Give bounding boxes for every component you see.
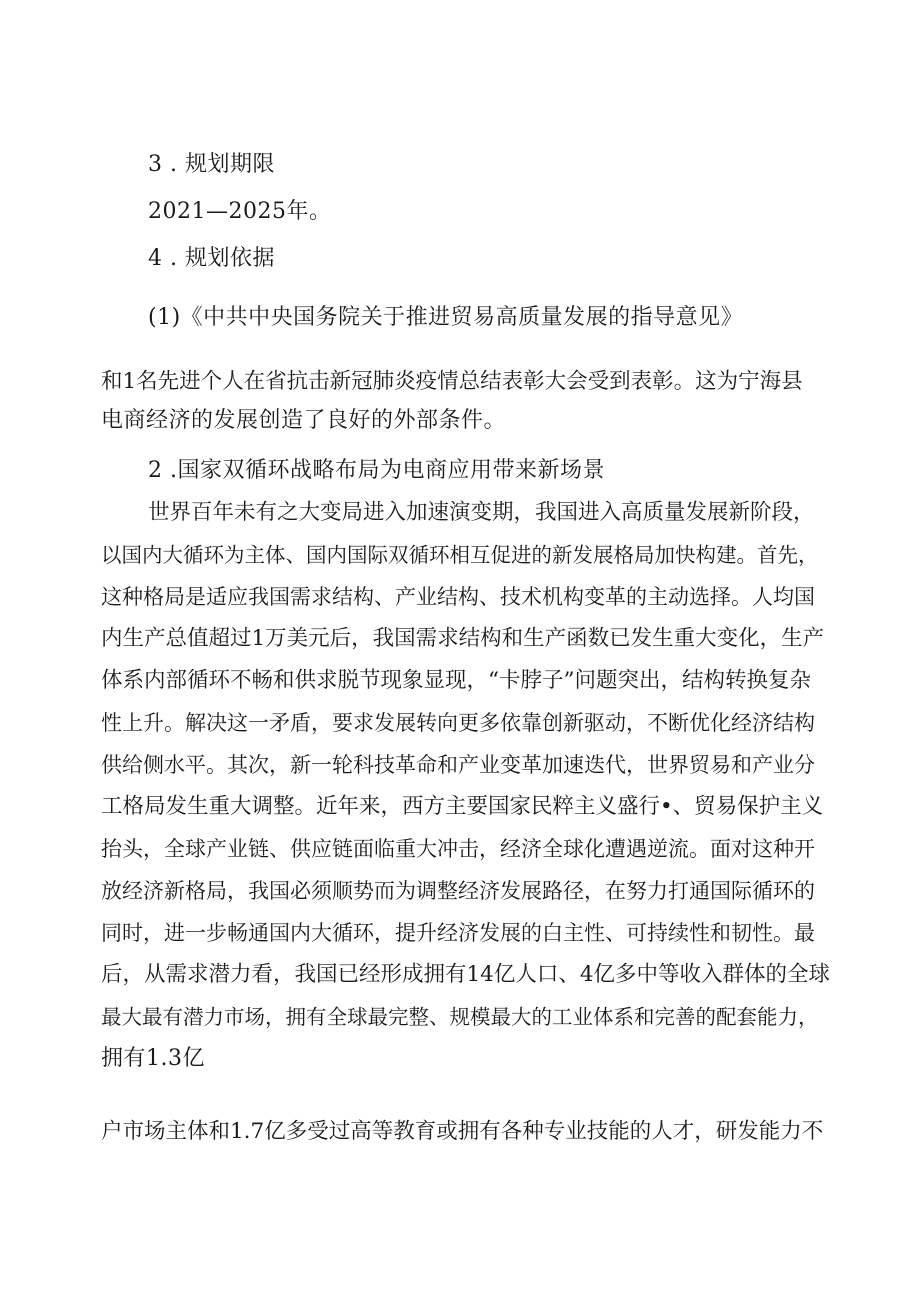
- main-paragraph-line: 拥有1.3亿: [101, 1046, 205, 1071]
- item-3-heading: [148, 150, 275, 180]
- fragment-paragraph-line: 和1名先进个人在省抗击新冠肺炎疫情总结表彰大会受到表彰。这为宁海县: [101, 369, 803, 394]
- main-paragraph-line: 最大最有潜力市场，拥有全球最完整、规模最大的工业体系和完善的配套能力，: [101, 1005, 819, 1029]
- item-4-label: . 规划依据: [170, 246, 275, 271]
- main-paragraph-line: 抬头，全球产业链、供应链面临重大冲击，经济全球化遭遇逆流。面对这种开: [101, 837, 815, 861]
- section-2-number: 2: [148, 458, 163, 483]
- main-paragraph-line: 这种格局是适应我国需求结构、产业结构、技术机构变革的主动选择。人均国: [101, 585, 815, 609]
- main-paragraph-line: 工格局发生重大调整。近年来，西方主要国家民粹主义盛行•、贸易保护主义: [101, 794, 824, 819]
- section-2-title: .国家双循环战略布局为电商应用带来新场景: [170, 458, 605, 483]
- plan-period-value: 2021—2025年。: [148, 199, 332, 224]
- item-4-number: 4: [148, 246, 163, 271]
- main-paragraph-line: 体系内部循环不畅和供求脱节现象显现，“卡脖子”问题突出，结构转换复杂: [101, 668, 811, 693]
- fragment-paragraph-line: 电商经济的发展创造了良好的外部条件。: [101, 408, 507, 433]
- section-2-heading: [148, 456, 605, 486]
- main-paragraph-line: 以国内大循环为主体、国内国际双循环相互促进的新发展格局加快构建。首先，: [101, 543, 819, 567]
- item-4-heading: [148, 244, 275, 274]
- main-paragraph-line: 供给侧水平。其次，新一轮科技革命和产业变革加速迭代，世界贸易和产业分: [101, 753, 815, 777]
- item-3-number: 3: [148, 152, 163, 177]
- main-paragraph-line: 性上升。解决这一矛盾，要求发展转向更多依靠创新驱动，不断优化经济结构: [101, 711, 815, 735]
- main-paragraph-line: 内生产总值超过1万美元后，我国需求结构和生产函数已发生重大变化，生产: [101, 626, 825, 651]
- basis-item-1: (1)《中共中央国务院关于推进贸易高质量发展的指导意见》: [148, 305, 744, 330]
- item-3-label: . 规划期限: [170, 152, 275, 177]
- continued-line: 户市场主体和1.7亿多受过高等教育或拥有各种专业技能的人才，研发能力不: [101, 1119, 824, 1144]
- main-paragraph-line: 同时，进一步畅通国内大循环，提升经济发展的白主性、可持续性和韧性。最: [101, 921, 815, 945]
- main-paragraph-line: 放经济新格局，我国必须顺势而为调整经济发展路径，在努力打通国际循环的: [101, 879, 815, 903]
- main-paragraph-line: 后，从需求潜力看，我国已经形成拥有14亿人口、4亿多中等收入群体的全球: [101, 962, 831, 987]
- main-paragraph-line: 世界百年未有之大变局进入加速演变期，我国进入高质量发展新阶段，: [148, 500, 815, 525]
